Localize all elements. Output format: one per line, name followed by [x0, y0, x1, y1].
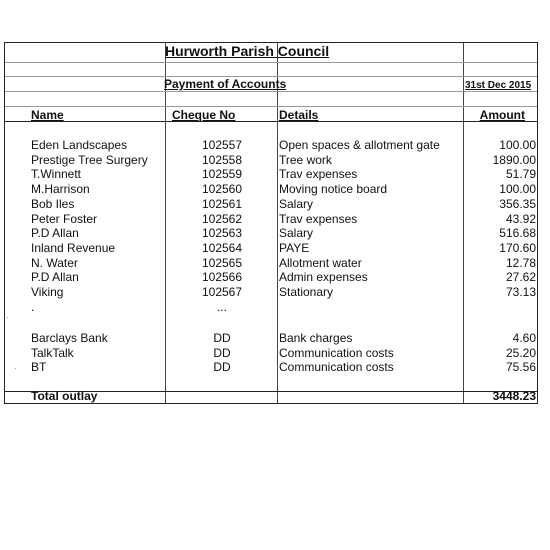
payee-name: Prestige Tree Surgery [31, 152, 148, 167]
council-title: Hurworth Parish Council [165, 43, 330, 59]
cheque-number: 102563 [201, 226, 243, 241]
payment-amount: 73.13 [505, 285, 536, 299]
column-divider [463, 43, 464, 403]
payment-details: Open spaces & allotment gate [279, 138, 440, 152]
payment-details: Bank charges [279, 331, 353, 345]
payee-name: BT [31, 360, 47, 375]
payment-details: Allotment water [279, 255, 362, 270]
cheque-number: 102560 [201, 182, 243, 197]
payment-details: Trav expenses [279, 211, 358, 226]
cheque-number: 102561 [201, 196, 243, 211]
cheque-number: 102564 [201, 240, 243, 255]
payment-amount: 27.62 [505, 270, 536, 285]
payee-name: M.Harrison [31, 182, 90, 197]
payment-amount: 4.60 [512, 331, 536, 345]
payee-name: Viking [31, 285, 64, 299]
payee-name: N. Water [31, 255, 78, 270]
row-divider [5, 62, 537, 63]
cheque-number: ... [216, 299, 227, 314]
payment-amount: 1890.00 [492, 152, 536, 167]
column-divider [165, 43, 166, 403]
payment-details: PAYE [279, 240, 310, 255]
column-header-cheque: Cheque No [172, 108, 236, 122]
payee-name: TalkTalk [31, 345, 74, 360]
payee-name: Bob Iles [31, 196, 75, 211]
payment-details: Communication costs [279, 345, 394, 360]
payment-amount: 100.00 [499, 182, 536, 197]
cheque-number: 102567 [201, 285, 243, 299]
row-divider [5, 121, 537, 122]
payee-name: P.D Allan [31, 226, 79, 241]
payment-amount: 51.79 [505, 167, 536, 182]
scan-speck: · [6, 313, 9, 322]
column-divider [277, 43, 278, 403]
payment-details: Salary [279, 226, 314, 241]
payment-amount: 12.78 [505, 255, 536, 270]
accounts-sheet [4, 42, 538, 404]
payment-details: Stationary [279, 285, 334, 299]
column-header-amount: Amount [479, 108, 525, 122]
payment-amount: 25.20 [505, 345, 536, 360]
payment-amount: 75.56 [505, 360, 536, 375]
payment-details: Trav expenses [279, 167, 358, 182]
payment-amount: 43.92 [505, 211, 536, 226]
cheque-number: 102565 [201, 255, 243, 270]
payment-amount: 356.35 [499, 196, 536, 211]
total-label: Total outlay [31, 389, 98, 403]
row-divider [5, 106, 537, 107]
cheque-number: 102558 [201, 152, 243, 167]
payment-amount: 100.00 [499, 138, 536, 152]
payment-details: Salary [279, 196, 314, 211]
payee-name: Inland Revenue [31, 240, 116, 255]
scan-speck: · [14, 364, 17, 373]
payee-name: Peter Foster [31, 211, 98, 226]
payment-amount: 516.68 [499, 226, 536, 241]
cheque-number: DD [213, 360, 231, 375]
cheque-number: 102562 [201, 211, 243, 226]
cheque-number: DD [213, 331, 231, 345]
payee-name: Eden Landscapes [31, 138, 128, 152]
cheque-number: 102566 [201, 270, 243, 285]
column-header-name: Name [31, 108, 64, 122]
payee-name: Barclays Bank [31, 331, 108, 345]
statement-date: 31st Dec 2015 [465, 80, 532, 91]
payment-details: Tree work [279, 152, 332, 167]
payment-details: Communication costs [279, 360, 394, 375]
page-subtitle: Payment of Accounts [164, 77, 287, 91]
cheque-number: 102559 [201, 167, 243, 182]
column-header-details: Details [279, 108, 319, 122]
payment-amount: 170.60 [499, 240, 536, 255]
payee-name: P.D Allan [31, 270, 79, 285]
payee-name: . [31, 299, 35, 314]
payment-details: Moving notice board [279, 182, 388, 197]
total-amount: 3448.23 [492, 389, 536, 403]
cheque-number: DD [213, 345, 231, 360]
cheque-number: 102557 [201, 138, 243, 152]
payee-name: T.Winnett [31, 167, 82, 182]
payment-details: Admin expenses [279, 270, 368, 285]
